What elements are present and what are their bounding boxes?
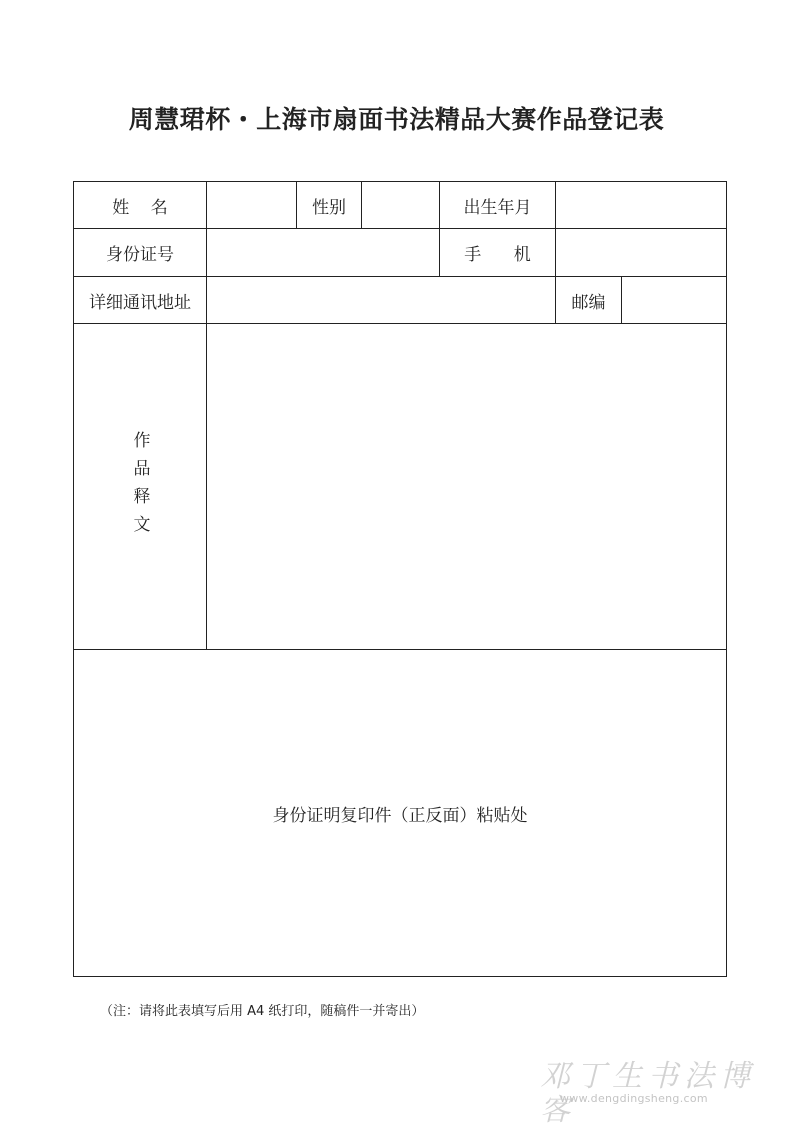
address-field[interactable] [207, 277, 555, 323]
work-text-label: 作品释文 [129, 430, 150, 543]
work-text-field[interactable] [207, 324, 726, 649]
page-title: 周慧珺杯・上海市扇面书法精品大赛作品登记表 [128, 105, 665, 134]
registration-form [73, 181, 727, 977]
work-text-label-cell [74, 324, 206, 649]
name-label: 姓 名 [112, 197, 168, 218]
watermark-text: 邓丁生书法博客 [540, 1059, 756, 1128]
postcode-field[interactable] [622, 277, 726, 323]
name-field[interactable] [207, 182, 296, 228]
gender-field[interactable] [362, 182, 439, 228]
birth-label: 出生年月 [463, 197, 532, 218]
footnote: （注：请将此表填写后用 A4 纸打印，随稿件一并寄出） [100, 1004, 425, 1019]
id-number-label: 身份证号 [106, 245, 174, 265]
address-label: 详细通讯地址 [89, 292, 191, 313]
phone-label: 手 机 [464, 245, 531, 265]
watermark [540, 1059, 780, 1128]
id-copy-label: 身份证明复印件（正反面）粘贴处 [272, 805, 528, 826]
postcode-label: 邮编 [571, 292, 606, 313]
watermark-url: www.dengdingsheng.com [560, 1092, 708, 1105]
birth-field[interactable] [556, 182, 726, 228]
phone-field[interactable] [556, 229, 726, 276]
id-number-field[interactable] [207, 229, 439, 276]
gender-label: 性别 [312, 197, 346, 218]
id-copy-paste-area [74, 650, 726, 976]
